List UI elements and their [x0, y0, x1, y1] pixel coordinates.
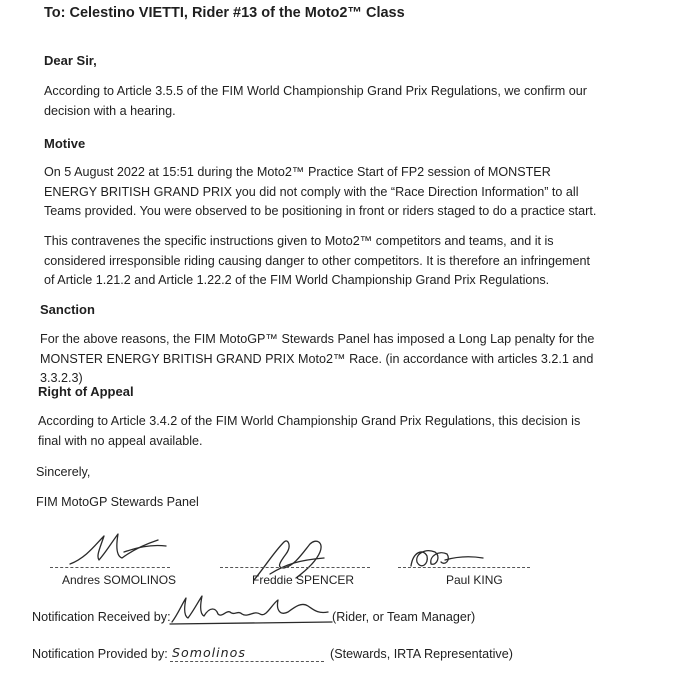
signature-line [50, 567, 170, 568]
signature-rider [168, 592, 338, 628]
signature-line [398, 567, 530, 568]
signature-line [220, 567, 370, 568]
sanction-paragraph: For the above reasons, the FIM MotoGP™ Stewards Panel has imposed a Long Lap penalty for the MONSTER ENERGY BRITISH GRAND PRIX Moto2™ Race. (in accordance with articles 3.2.1 and 3.3.2.3) [40, 332, 595, 385]
closing: Sincerely, [36, 465, 91, 479]
intro-paragraph: According to Article 3.5.5 of the FIM World Championship Grand Prix Regulations, we confirm our decision with a hearing. [44, 84, 587, 118]
sanction-heading: Sanction [40, 302, 95, 317]
notification-provided-suffix: (Stewards, IRTA Representative) [330, 647, 513, 661]
signature-line [170, 661, 324, 662]
signature-andres-somolinos [66, 530, 176, 570]
notification-received-suffix: (Rider, or Team Manager) [332, 610, 476, 624]
salutation: Dear Sir, [44, 53, 97, 68]
steward-name-2: Freddie SPENCER [252, 573, 355, 587]
appeal-heading: Right of Appeal [38, 384, 134, 399]
motive-paragraph-1: On 5 August 2022 at 15:51 during the Moto2™ Practice Start of FP2 session of MONSTER ENERGY BRITISH GRAND PRIX you did not comply with the “Race Direction Information” to all Teams provided. You were observed to be positioning in front or riders staged to do a practice start. [44, 165, 597, 218]
notification-received-label: Notification Received by: [32, 610, 171, 624]
notification-provided-label: Notification Provided by: [32, 647, 168, 661]
handwritten-steward-name: Somolinos [172, 645, 246, 660]
appeal-paragraph: According to Article 3.4.2 of the FIM World Championship Grand Prix Regulations, this decision is final with no appeal available. [38, 414, 581, 448]
motive-heading: Motive [44, 136, 86, 151]
steward-name-3: Paul KING [446, 573, 503, 587]
steward-name-1: Andres SOMOLINOS [62, 573, 177, 587]
addressee-line: To: Celestino VIETTI, Rider #13 of the Moto2™ Class [44, 5, 405, 21]
motive-paragraph-2: This contravenes the specific instructions given to Moto2™ competitors and teams, and it is considered irresponsible riding causing danger to other competitors. It is therefore an infringement of Article 1.21.2 and Article 1.22.2 of the FIM World Championship Grand Prix Regulations. [44, 234, 591, 287]
signatory: FIM MotoGP Stewards Panel [36, 495, 199, 509]
